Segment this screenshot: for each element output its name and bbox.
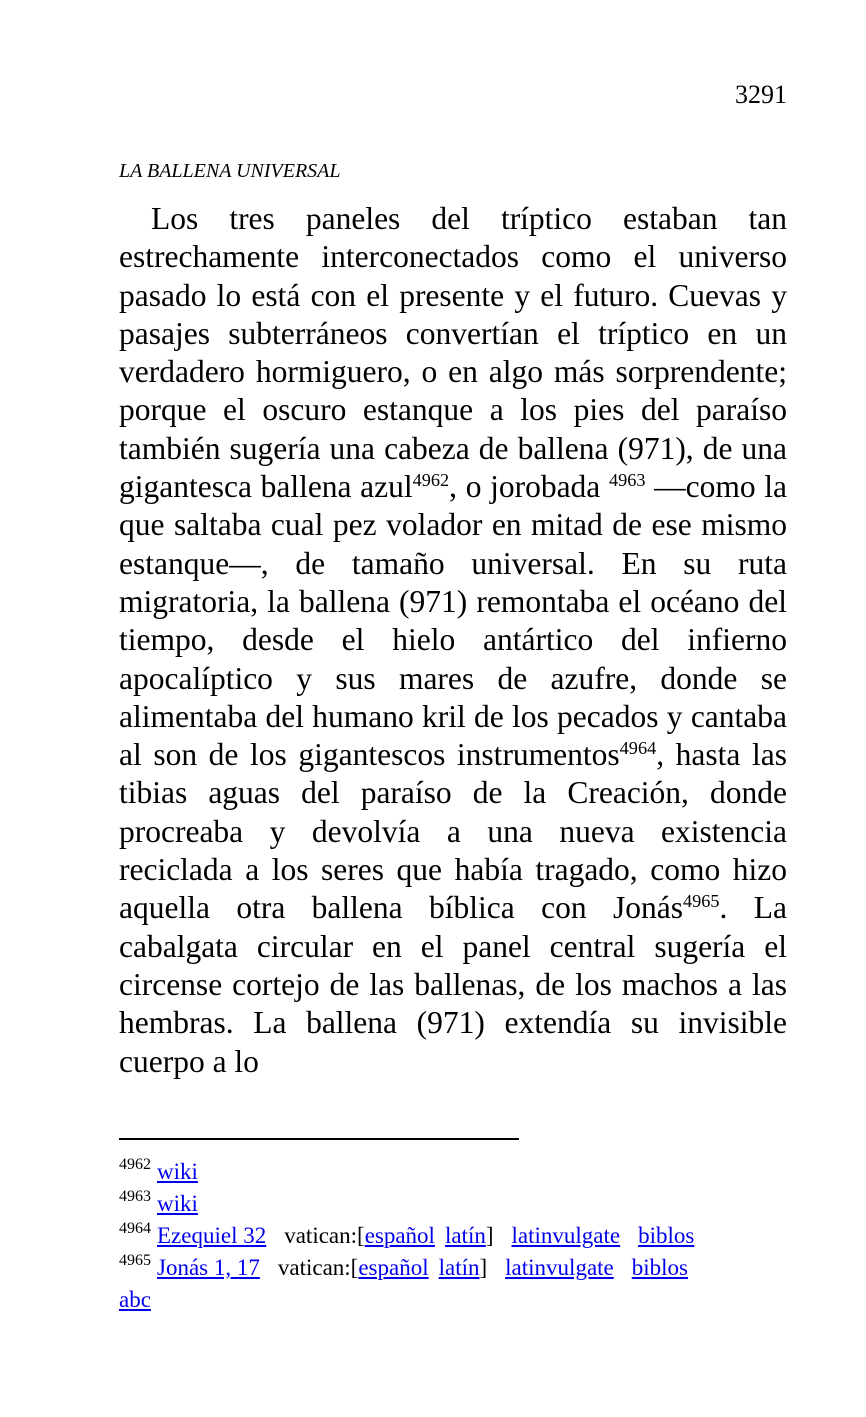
vatican-close: ] (479, 1255, 488, 1280)
footnote-4963 (119, 1188, 779, 1220)
vatican-label: vatican:[ (277, 1255, 359, 1280)
footnote-separator (119, 1138, 519, 1140)
body-text-part: . La cabalgata circular en el panel central sugería el circense cortejo de las ballenas, de los machos a las hembras. La ballena (971) extendía su invisible cuerpo a lo (119, 890, 787, 1079)
footnote-number: 4963 (119, 1188, 151, 1205)
footnote-continuation (119, 1284, 779, 1316)
vatican-close: ] (485, 1223, 494, 1248)
footnote-4965 (119, 1252, 779, 1284)
body-paragraph (119, 200, 787, 1081)
running-head: LA BALLENA UNIVERSAL (119, 160, 341, 182)
footnote-4962 (119, 1156, 779, 1188)
body-text-part: , o jorobada (449, 469, 601, 505)
footnote-number: 4964 (119, 1220, 151, 1237)
vatican-espanol-link[interactable]: español (364, 1223, 435, 1248)
footnote-4964 (119, 1220, 779, 1252)
wiki-link[interactable]: wiki (157, 1159, 198, 1184)
vatican-latin-link[interactable]: latín (444, 1223, 486, 1248)
latinvulgate-link[interactable]: latinvulgate (505, 1255, 614, 1280)
wiki-link[interactable]: wiki (157, 1191, 198, 1216)
vatican-label: vatican:[ (284, 1223, 365, 1248)
footnotes (119, 1156, 779, 1316)
bible-reference-link[interactable]: Ezequiel 32 (157, 1223, 267, 1248)
body-text-part: —como la que saltaba cual pez volador en mitad de ese mismo estanque—, de tamaño universal. En su ruta migratoria, la ballena (971) remontaba el océano del tiempo, desde el hielo antártico del infierno apocalíptico y sus mares de azufre, donde se alimentaba del humano kril de los pecados y cantaba al son de los gigantescos instrumentos (119, 469, 787, 773)
vatican-latin-link[interactable]: latín (438, 1255, 480, 1280)
bible-reference-link[interactable]: Jonás 1, 17 (157, 1255, 260, 1280)
footnote-ref: 4964 (619, 737, 657, 758)
biblos-link[interactable]: biblos (638, 1223, 695, 1248)
body-text-part: , hasta las tibias aguas del paraíso de la Creación, donde procreaba y devolvía a una nueva existencia reciclada a los seres que había tragado, como hizo aquella otra ballena bíblica con Jonás (119, 737, 787, 926)
footnote-ref: 4963 (608, 469, 646, 490)
footnote-number: 4965 (119, 1252, 151, 1269)
vatican-espanol-link[interactable]: español (358, 1255, 429, 1280)
latinvulgate-link[interactable]: latinvulgate (511, 1223, 621, 1248)
footnote-ref: 4962 (412, 469, 450, 490)
body-text-part: Los tres paneles del tríptico estaban tan estrechamente interconectados como el universo pasado lo está con el presente y el futuro. Cuevas y pasajes subterráneos convertían el tríptico en un verdadero hormiguero, o en algo más sorprendente; porque el oscuro estanque a los pies del paraíso también sugería una cabeza de ballena (971), de una gigantesca ballena azul (119, 201, 787, 505)
page-number: 3291 (735, 80, 787, 109)
biblos-link[interactable]: biblos (631, 1255, 688, 1280)
footnote-ref: 4965 (682, 891, 720, 912)
footnote-number: 4962 (119, 1156, 151, 1173)
abc-link[interactable]: abc (119, 1287, 151, 1312)
